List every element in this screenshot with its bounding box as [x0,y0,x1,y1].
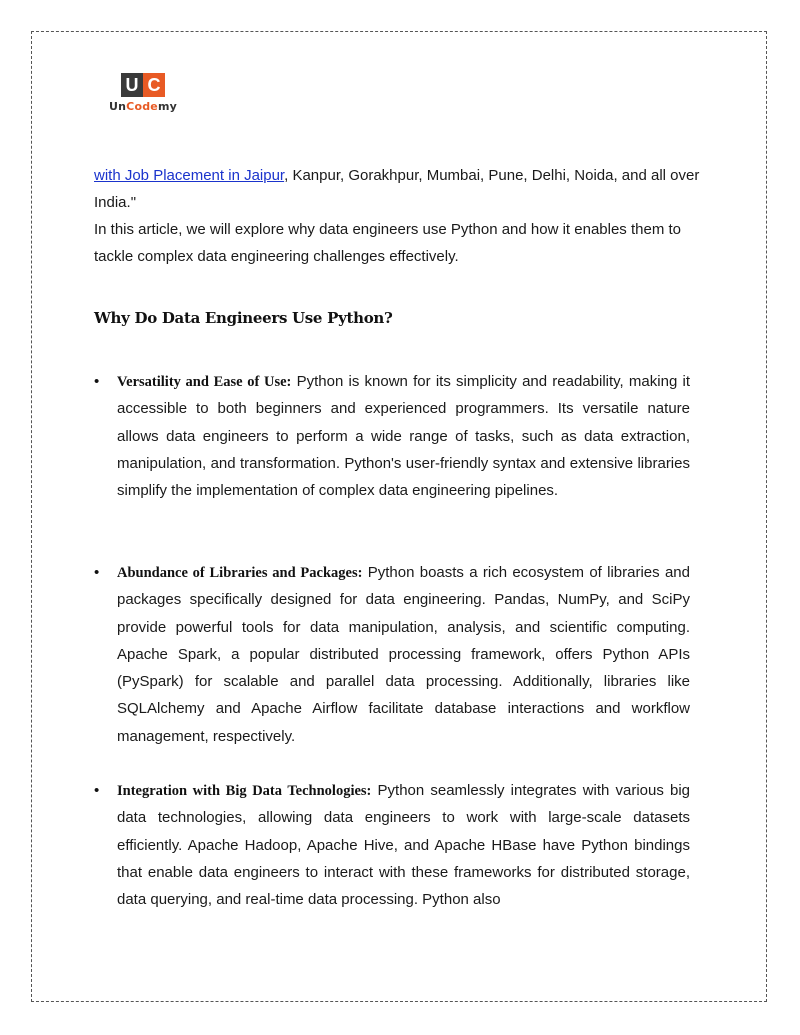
bullet-label: Integration with Big Data Technologies: [117,783,372,799]
bullet-icon: • [94,373,100,390]
bullet-label: Abundance of Libraries and Packages: [117,565,363,581]
intro-line [94,162,706,216]
bullet-text [117,368,690,504]
logo-mark [121,73,165,97]
wordmark-accent: Code [126,100,158,113]
bullet-body: Python is known for its simplicity and readability, making it accessible to both beginners and experienced programmers. Its versatile nature allows data engineers to perform a wide range of tasks, such as data extraction, manipulation, and transformation. Python's user-friendly syntax and extensive libraries simplify the implementation of complex data engineering pipelines. [117,373,690,500]
bullet-text [117,777,690,913]
bullet-text [117,559,690,750]
logo-mark-c: C [143,73,165,97]
job-placement-link[interactable]: with Job Placement in Jaipur [94,167,285,184]
logo-mark-u: U [121,73,143,97]
wordmark-part: my [157,100,177,113]
uncodemy-logo [107,73,187,119]
bullet-item [94,777,690,913]
bullet-icon: • [94,782,100,799]
section-heading: Why Do Data Engineers Use Python? [94,309,393,327]
wordmark-part: Un [109,100,127,113]
intro-text [94,162,706,270]
bullet-body: Python seamlessly integrates with various big data technologies, allowing data engineers to work with large-scale datasets efficiently. Apache Hadoop, Apache Hive, and Apache HBase have Python bindings that enable data engineers to interact with these frameworks for distributed storage, data querying, and real-time data processing. Python also [117,782,691,909]
bullet-label: Versatility and Ease of Use: [117,374,292,390]
bullet-item [94,559,690,750]
intro-continuation: , Kanpur, Gorakhpur, Mumbai, Pune, Delhi, Noida, and all over India." [94,167,700,211]
intro-paragraph: In this article, we will explore why data engineers use Python and how it enables them to tackle complex data engineering challenges effectively. [94,221,681,265]
logo-wordmark [109,100,177,113]
bullet-item [94,368,690,504]
bullet-body: Python boasts a rich ecosystem of libraries and packages specifically designed for data engineering. Pandas, NumPy, and SciPy provide powerful tools for data manipulation, analysis, and scientific computing. Apache Spark, a popular distributed processing framework, offers Python APIs (PySpark) for scalable and parallel data processing. Additionally, libraries like SQLAlchemy and Apache Airflow facilitate database interactions and workflow management, respectively. [117,564,690,745]
bullet-icon: • [94,564,100,581]
